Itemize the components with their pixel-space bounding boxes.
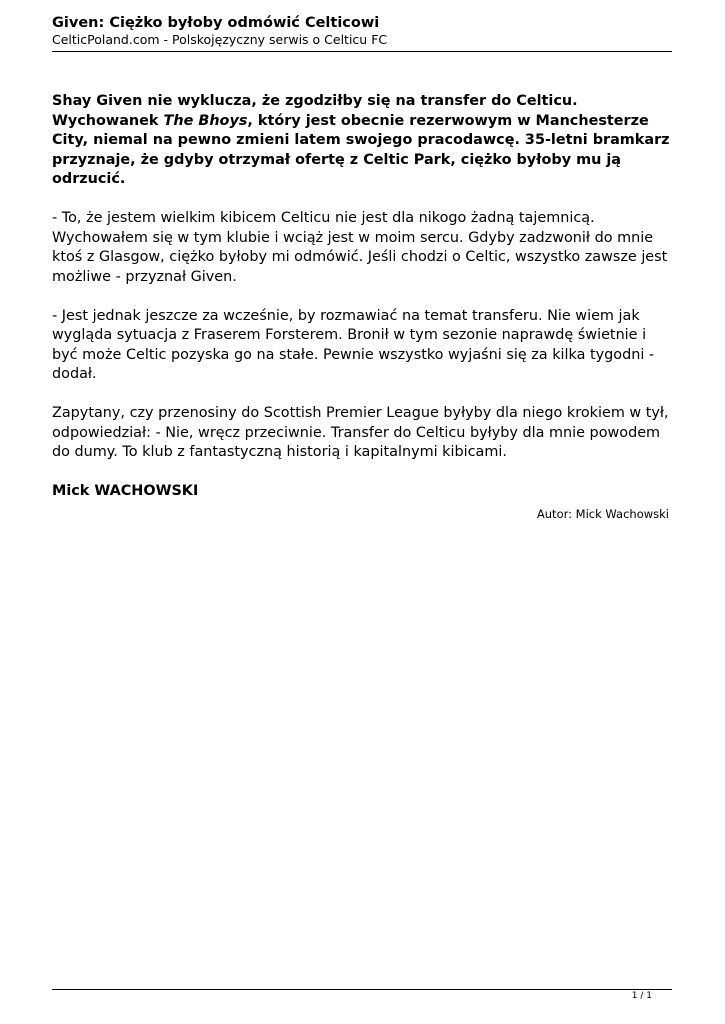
author-line: Autor: Mick Wachowski <box>536 507 669 521</box>
page-number: 1 / 1 <box>631 991 652 1001</box>
page-header <box>52 14 672 48</box>
lead-emphasis: The Bhoys <box>163 112 248 129</box>
lead-text-after: , który jest obecnie rezerwowym w Manchesterze City, niemal na pewno zmieni latem swojego pracodawcę. 35-letni bramkarz przyznaje, że gdyby otrzymał ofertę z Celtic Park, ciężko byłoby mu ją odrzucić. <box>52 112 670 187</box>
site-subtitle: CelticPoland.com - Polskojęzyczny serwis o Celticu FC <box>52 32 388 47</box>
article-paragraph: Zapytany, czy przenosiny do Scottish Premier League byłyby dla niego krokiem w tył, odpowiedział: - Nie, wręcz przeciwnie. Transfer do Celticu byłyby dla mnie powodem do dumy. To klub z fantastyczną historią i kapitalnymi kibicami. <box>52 405 669 460</box>
page-title: Given: Ciężko byłoby odmówić Celticowi <box>52 15 380 31</box>
article-lead <box>52 92 676 190</box>
lead-text-before: Shay Given nie wyklucza, że zgodziłby się na transfer do Celticu. Wychowanek <box>52 93 578 129</box>
header-divider <box>52 51 672 52</box>
article-signature: Mick WACHOWSKI <box>52 483 199 499</box>
footer-divider <box>52 989 672 990</box>
article-paragraph: - Jest jednak jeszcze za wcześnie, by rozmawiać na temat transferu. Nie wiem jak wygląda sytuacja z Fraserem Forsterem. Bronił w tym sezonie naprawdę świetnie i być może Celtic pozyska go na stałe. Pewnie wszystko wyjaśni się za kilka tygodni - dodał. <box>52 307 655 382</box>
article-body <box>52 92 676 521</box>
article-paragraph: - To, że jestem wielkim kibicem Celticu nie jest dla nikogo żadną tajemnicą. Wychowałem się w tym klubie i wciąż jest w moim sercu. Gdyby zadzwonił do mnie ktoś z Glasgow, ciężko byłoby mi odmówić. Jeśli chodzi o Celtic, wszystko zawsze jest możliwe - przyznał Given. <box>52 210 668 285</box>
